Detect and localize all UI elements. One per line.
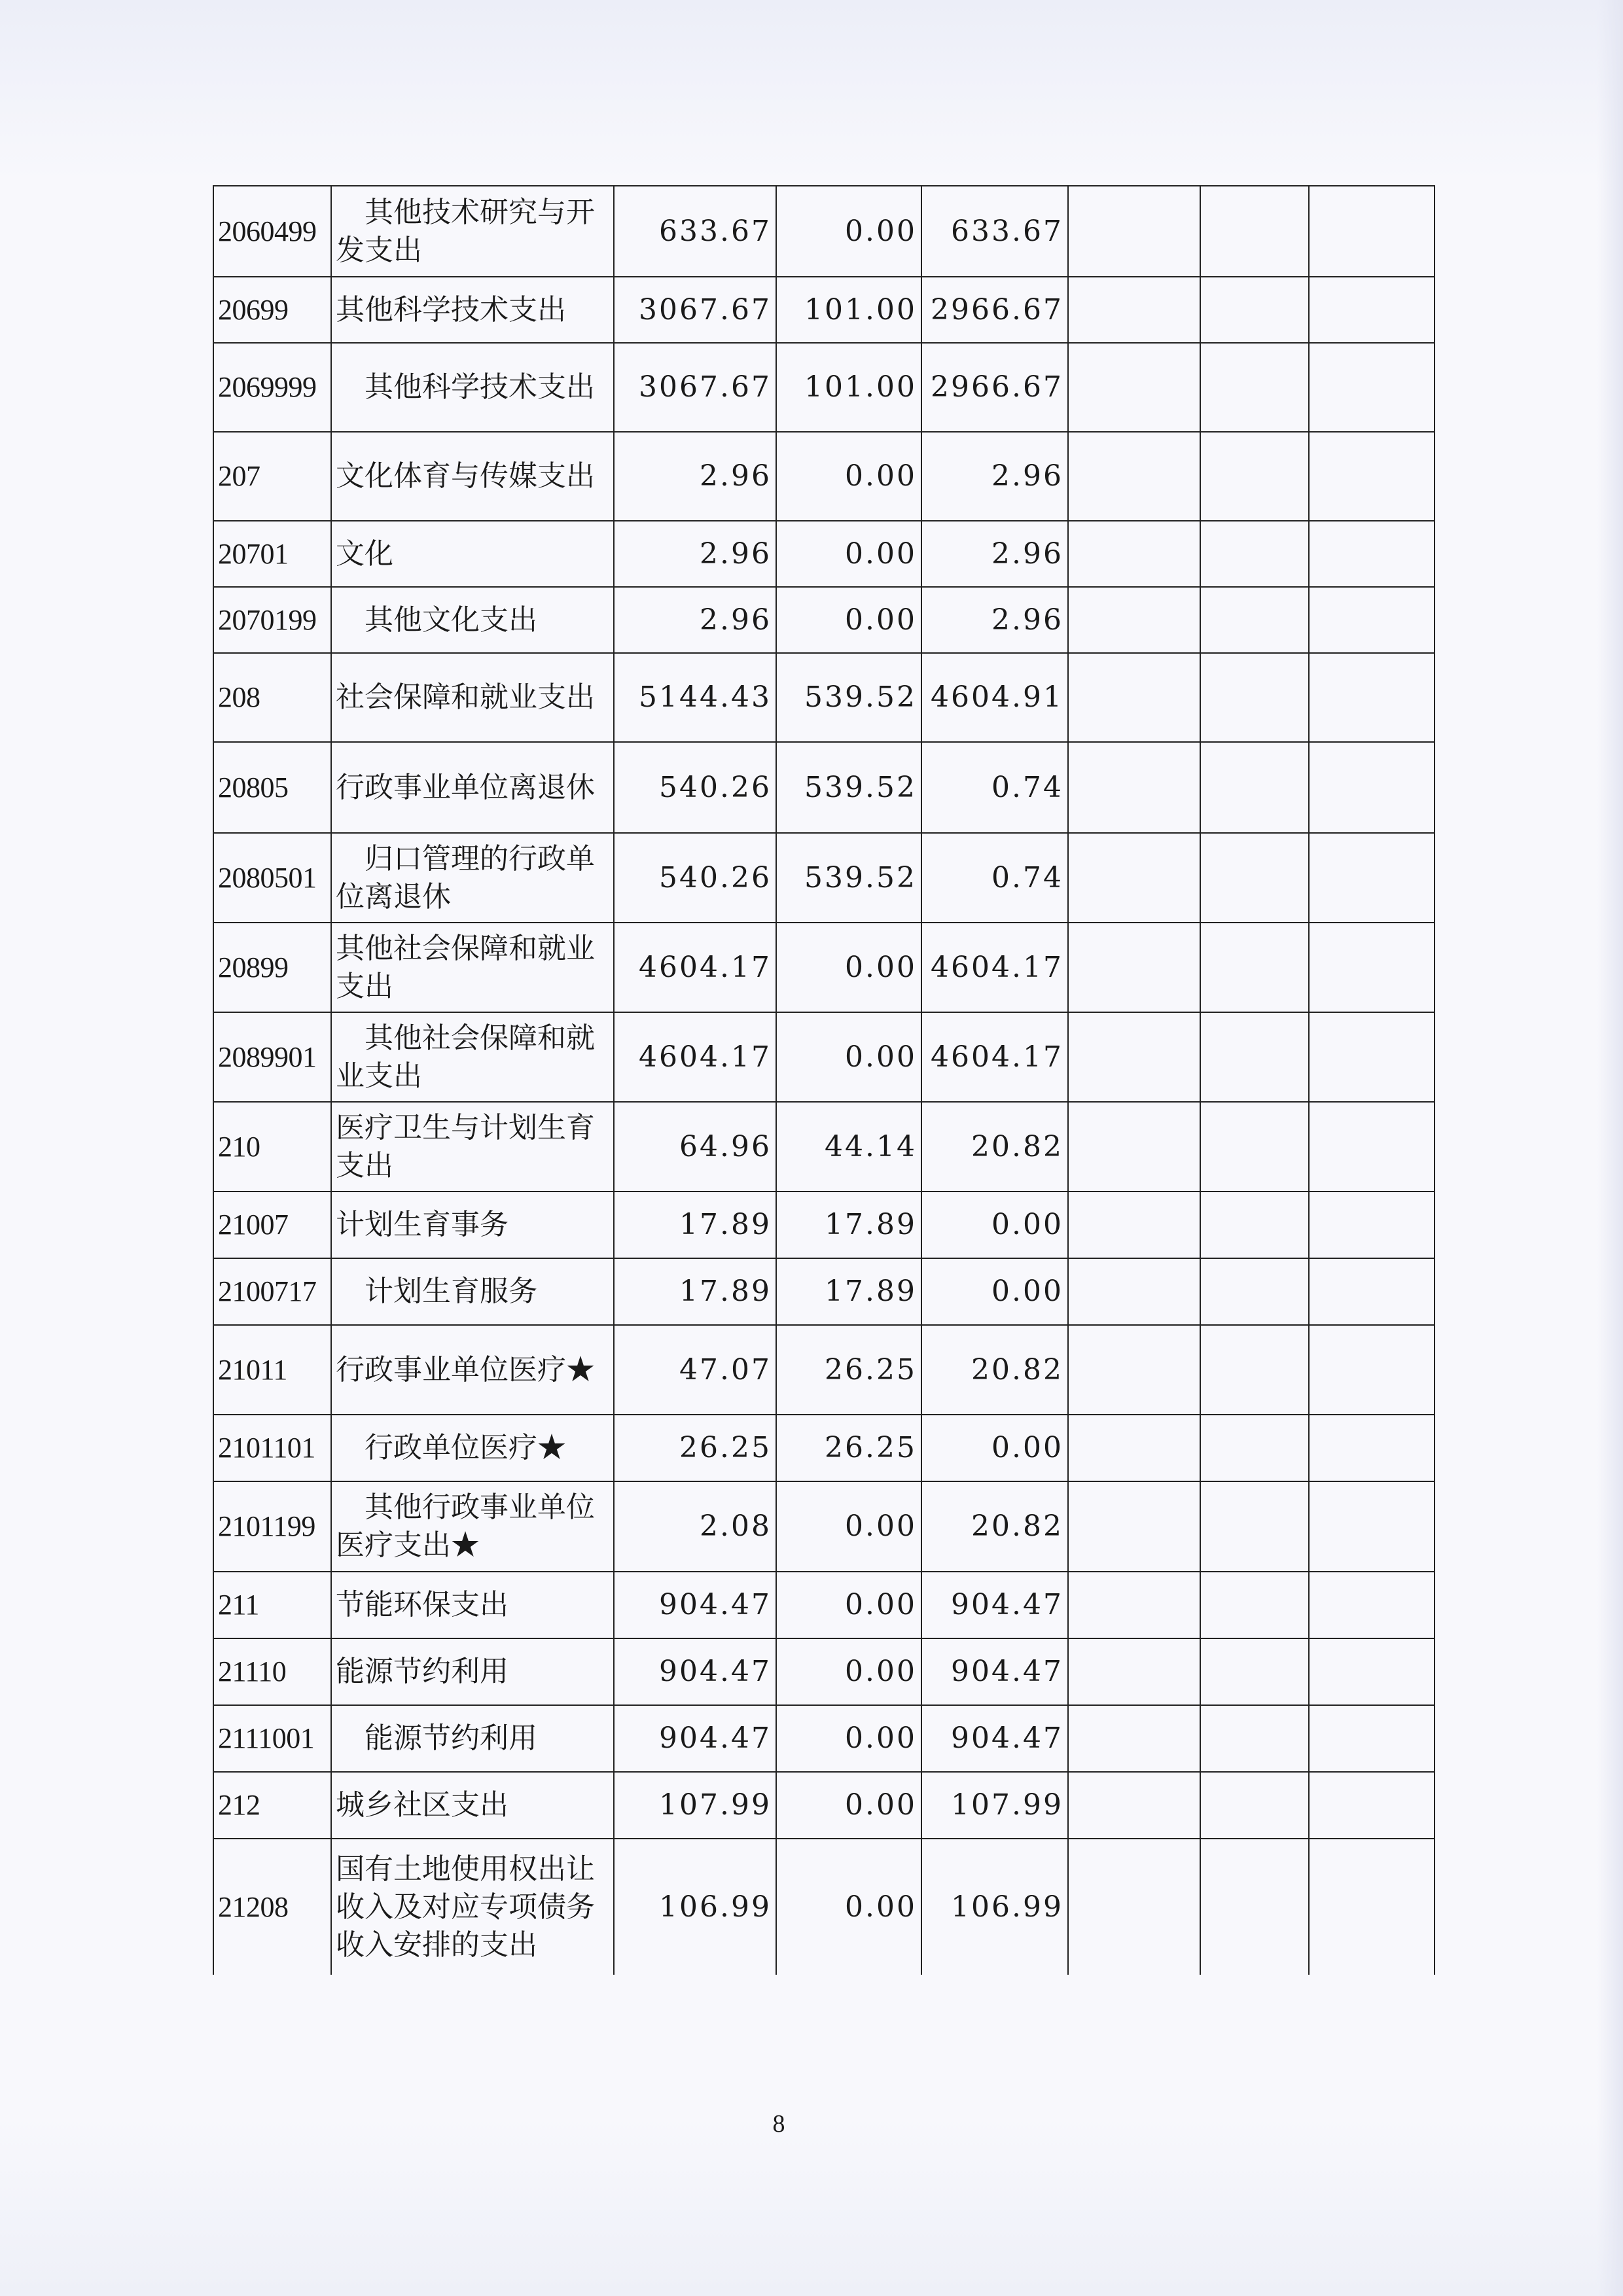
cell-empty bbox=[1068, 1192, 1200, 1258]
cell-total: 2.96 bbox=[614, 432, 776, 521]
cell-code: 2069999 bbox=[213, 343, 331, 432]
cell-empty bbox=[1200, 1638, 1309, 1705]
cell-empty bbox=[1309, 742, 1435, 833]
cell-code: 2060499 bbox=[213, 186, 331, 277]
table-body bbox=[213, 186, 1435, 1975]
cell-name: 其他社会保障和就业支出 bbox=[331, 1012, 614, 1102]
cell-empty bbox=[1068, 1258, 1200, 1325]
cell-project: 2.96 bbox=[921, 432, 1068, 521]
cell-empty bbox=[1068, 653, 1200, 742]
cell-total: 47.07 bbox=[614, 1325, 776, 1415]
cell-empty bbox=[1200, 653, 1309, 742]
cell-code: 2101199 bbox=[213, 1481, 331, 1572]
cell-empty bbox=[1309, 521, 1435, 587]
cell-project: 107.99 bbox=[921, 1772, 1068, 1839]
cell-basic: 0.00 bbox=[776, 1772, 921, 1839]
cell-name: 其他技术研究与开发支出 bbox=[331, 186, 614, 277]
cell-basic: 101.00 bbox=[776, 277, 921, 343]
cell-basic: 0.00 bbox=[776, 1481, 921, 1572]
cell-project: 4604.17 bbox=[921, 1012, 1068, 1102]
cell-name: 国有土地使用权出让收入及对应专项债务收入安排的支出 bbox=[331, 1839, 614, 1975]
cell-project: 633.67 bbox=[921, 186, 1068, 277]
cell-code: 212 bbox=[213, 1772, 331, 1839]
cell-name: 医疗卫生与计划生育支出 bbox=[331, 1102, 614, 1192]
table-row bbox=[213, 343, 1435, 432]
cell-empty bbox=[1068, 432, 1200, 521]
cell-basic: 0.00 bbox=[776, 1572, 921, 1638]
cell-empty bbox=[1200, 1481, 1309, 1572]
table-row bbox=[213, 1839, 1435, 1975]
cell-name: 其他行政事业单位医疗支出★ bbox=[331, 1481, 614, 1572]
cell-project: 106.99 bbox=[921, 1839, 1068, 1975]
cell-basic: 0.00 bbox=[776, 1705, 921, 1772]
cell-empty bbox=[1309, 653, 1435, 742]
table-row bbox=[213, 1325, 1435, 1415]
cell-basic: 539.52 bbox=[776, 653, 921, 742]
table-row bbox=[213, 587, 1435, 653]
cell-name: 行政单位医疗★ bbox=[331, 1415, 614, 1481]
cell-name: 归口管理的行政单位离退休 bbox=[331, 833, 614, 923]
cell-name: 能源节约利用 bbox=[331, 1638, 614, 1705]
cell-basic: 0.00 bbox=[776, 186, 921, 277]
cell-total: 106.99 bbox=[614, 1839, 776, 1975]
cell-code: 2100717 bbox=[213, 1258, 331, 1325]
cell-basic: 26.25 bbox=[776, 1415, 921, 1481]
cell-empty bbox=[1200, 432, 1309, 521]
cell-empty bbox=[1068, 277, 1200, 343]
cell-empty bbox=[1200, 923, 1309, 1012]
cell-total: 4604.17 bbox=[614, 1012, 776, 1102]
cell-code: 20805 bbox=[213, 742, 331, 833]
cell-project: 0.74 bbox=[921, 833, 1068, 923]
cell-basic: 539.52 bbox=[776, 833, 921, 923]
cell-empty bbox=[1309, 1102, 1435, 1192]
cell-empty bbox=[1068, 1102, 1200, 1192]
cell-empty bbox=[1068, 186, 1200, 277]
cell-empty bbox=[1068, 923, 1200, 1012]
cell-name: 行政事业单位离退休 bbox=[331, 742, 614, 833]
cell-basic: 17.89 bbox=[776, 1258, 921, 1325]
cell-empty bbox=[1068, 521, 1200, 587]
cell-total: 3067.67 bbox=[614, 277, 776, 343]
cell-total: 64.96 bbox=[614, 1102, 776, 1192]
cell-project: 0.00 bbox=[921, 1415, 1068, 1481]
cell-total: 17.89 bbox=[614, 1258, 776, 1325]
table-row bbox=[213, 1705, 1435, 1772]
cell-basic: 26.25 bbox=[776, 1325, 921, 1415]
cell-empty bbox=[1200, 343, 1309, 432]
table-row bbox=[213, 1772, 1435, 1839]
cell-basic: 0.00 bbox=[776, 923, 921, 1012]
cell-name: 节能环保支出 bbox=[331, 1572, 614, 1638]
cell-empty bbox=[1309, 1258, 1435, 1325]
cell-name: 文化 bbox=[331, 521, 614, 587]
cell-empty bbox=[1068, 1325, 1200, 1415]
cell-empty bbox=[1200, 1325, 1309, 1415]
cell-name: 其他科学技术支出 bbox=[331, 343, 614, 432]
cell-empty bbox=[1309, 1481, 1435, 1572]
cell-project: 0.00 bbox=[921, 1192, 1068, 1258]
cell-name: 其他科学技术支出 bbox=[331, 277, 614, 343]
cell-empty bbox=[1200, 1572, 1309, 1638]
cell-code: 20899 bbox=[213, 923, 331, 1012]
page-number: 8 bbox=[772, 2110, 785, 2138]
cell-empty bbox=[1200, 1839, 1309, 1975]
cell-basic: 0.00 bbox=[776, 1638, 921, 1705]
cell-project: 904.47 bbox=[921, 1638, 1068, 1705]
cell-total: 904.47 bbox=[614, 1572, 776, 1638]
cell-empty bbox=[1200, 587, 1309, 653]
cell-project: 20.82 bbox=[921, 1481, 1068, 1572]
cell-empty bbox=[1309, 1415, 1435, 1481]
cell-empty bbox=[1200, 1192, 1309, 1258]
cell-basic: 539.52 bbox=[776, 742, 921, 833]
cell-empty bbox=[1068, 833, 1200, 923]
cell-empty bbox=[1309, 833, 1435, 923]
cell-name: 其他社会保障和就业支出 bbox=[331, 923, 614, 1012]
cell-code: 21011 bbox=[213, 1325, 331, 1415]
table-row bbox=[213, 653, 1435, 742]
table-row bbox=[213, 521, 1435, 587]
cell-empty bbox=[1309, 1325, 1435, 1415]
cell-basic: 101.00 bbox=[776, 343, 921, 432]
cell-project: 2966.67 bbox=[921, 277, 1068, 343]
cell-code: 210 bbox=[213, 1102, 331, 1192]
cell-empty bbox=[1200, 1258, 1309, 1325]
cell-code: 207 bbox=[213, 432, 331, 521]
cell-code: 208 bbox=[213, 653, 331, 742]
cell-code: 2101101 bbox=[213, 1415, 331, 1481]
table-row bbox=[213, 277, 1435, 343]
cell-project: 904.47 bbox=[921, 1705, 1068, 1772]
table-row bbox=[213, 923, 1435, 1012]
table-row bbox=[213, 1102, 1435, 1192]
cell-name: 行政事业单位医疗★ bbox=[331, 1325, 614, 1415]
table-row bbox=[213, 742, 1435, 833]
cell-basic: 0.00 bbox=[776, 521, 921, 587]
cell-empty bbox=[1200, 1415, 1309, 1481]
cell-empty bbox=[1200, 186, 1309, 277]
table-row bbox=[213, 1012, 1435, 1102]
cell-project: 4604.17 bbox=[921, 923, 1068, 1012]
cell-code: 20699 bbox=[213, 277, 331, 343]
cell-empty bbox=[1068, 1415, 1200, 1481]
cell-project: 0.74 bbox=[921, 742, 1068, 833]
cell-total: 2.96 bbox=[614, 587, 776, 653]
cell-empty bbox=[1068, 1772, 1200, 1839]
cell-empty bbox=[1309, 1572, 1435, 1638]
cell-project: 4604.91 bbox=[921, 653, 1068, 742]
table-row bbox=[213, 1638, 1435, 1705]
cell-total: 26.25 bbox=[614, 1415, 776, 1481]
cell-empty bbox=[1309, 1772, 1435, 1839]
cell-empty bbox=[1200, 833, 1309, 923]
cell-empty bbox=[1309, 587, 1435, 653]
table-row bbox=[213, 1481, 1435, 1572]
cell-code: 2111001 bbox=[213, 1705, 331, 1772]
table-row bbox=[213, 1415, 1435, 1481]
cell-empty bbox=[1068, 1839, 1200, 1975]
cell-basic: 44.14 bbox=[776, 1102, 921, 1192]
cell-empty bbox=[1309, 1705, 1435, 1772]
cell-empty bbox=[1200, 521, 1309, 587]
cell-empty bbox=[1309, 277, 1435, 343]
table-row bbox=[213, 432, 1435, 521]
cell-code: 21208 bbox=[213, 1839, 331, 1975]
table-row bbox=[213, 1258, 1435, 1325]
page-edge-shadow bbox=[1597, 0, 1623, 2296]
cell-basic: 0.00 bbox=[776, 1839, 921, 1975]
table-row bbox=[213, 833, 1435, 923]
cell-total: 5144.43 bbox=[614, 653, 776, 742]
cell-name: 文化体育与传媒支出 bbox=[331, 432, 614, 521]
cell-empty bbox=[1068, 1481, 1200, 1572]
cell-code: 2070199 bbox=[213, 587, 331, 653]
cell-total: 2.96 bbox=[614, 521, 776, 587]
cell-project: 0.00 bbox=[921, 1258, 1068, 1325]
cell-empty bbox=[1200, 742, 1309, 833]
cell-name: 计划生育事务 bbox=[331, 1192, 614, 1258]
cell-empty bbox=[1068, 1638, 1200, 1705]
cell-name: 城乡社区支出 bbox=[331, 1772, 614, 1839]
cell-total: 540.26 bbox=[614, 742, 776, 833]
cell-basic: 17.89 bbox=[776, 1192, 921, 1258]
cell-name: 社会保障和就业支出 bbox=[331, 653, 614, 742]
cell-code: 2089901 bbox=[213, 1012, 331, 1102]
cell-empty bbox=[1068, 343, 1200, 432]
cell-total: 4604.17 bbox=[614, 923, 776, 1012]
cell-project: 2966.67 bbox=[921, 343, 1068, 432]
cell-empty bbox=[1200, 277, 1309, 343]
table-row bbox=[213, 186, 1435, 277]
cell-empty bbox=[1200, 1705, 1309, 1772]
cell-empty bbox=[1309, 1192, 1435, 1258]
cell-total: 17.89 bbox=[614, 1192, 776, 1258]
cell-empty bbox=[1309, 1638, 1435, 1705]
cell-project: 20.82 bbox=[921, 1102, 1068, 1192]
cell-basic: 0.00 bbox=[776, 432, 921, 521]
cell-code: 20701 bbox=[213, 521, 331, 587]
cell-total: 904.47 bbox=[614, 1638, 776, 1705]
table-row bbox=[213, 1192, 1435, 1258]
cell-code: 21007 bbox=[213, 1192, 331, 1258]
cell-code: 21110 bbox=[213, 1638, 331, 1705]
cell-total: 633.67 bbox=[614, 186, 776, 277]
cell-empty bbox=[1068, 1572, 1200, 1638]
cell-project: 904.47 bbox=[921, 1572, 1068, 1638]
cell-empty bbox=[1309, 432, 1435, 521]
cell-code: 211 bbox=[213, 1572, 331, 1638]
cell-name: 能源节约利用 bbox=[331, 1705, 614, 1772]
cell-name: 计划生育服务 bbox=[331, 1258, 614, 1325]
cell-empty bbox=[1309, 343, 1435, 432]
cell-basic: 0.00 bbox=[776, 587, 921, 653]
cell-project: 2.96 bbox=[921, 587, 1068, 653]
cell-empty bbox=[1309, 923, 1435, 1012]
cell-empty bbox=[1309, 186, 1435, 277]
cell-empty bbox=[1068, 1705, 1200, 1772]
cell-project: 2.96 bbox=[921, 521, 1068, 587]
cell-total: 2.08 bbox=[614, 1481, 776, 1572]
cell-name: 其他文化支出 bbox=[331, 587, 614, 653]
cell-empty bbox=[1200, 1012, 1309, 1102]
cell-empty bbox=[1309, 1839, 1435, 1975]
cell-total: 540.26 bbox=[614, 833, 776, 923]
cell-total: 904.47 bbox=[614, 1705, 776, 1772]
cell-empty bbox=[1200, 1102, 1309, 1192]
cell-total: 3067.67 bbox=[614, 343, 776, 432]
cell-total: 107.99 bbox=[614, 1772, 776, 1839]
cell-code: 2080501 bbox=[213, 833, 331, 923]
cell-empty bbox=[1068, 742, 1200, 833]
table-row bbox=[213, 1572, 1435, 1638]
cell-basic: 0.00 bbox=[776, 1012, 921, 1102]
cell-empty bbox=[1068, 587, 1200, 653]
cell-project: 20.82 bbox=[921, 1325, 1068, 1415]
expenditure-table bbox=[213, 185, 1435, 1975]
cell-empty bbox=[1200, 1772, 1309, 1839]
cell-empty bbox=[1309, 1012, 1435, 1102]
cell-empty bbox=[1068, 1012, 1200, 1102]
